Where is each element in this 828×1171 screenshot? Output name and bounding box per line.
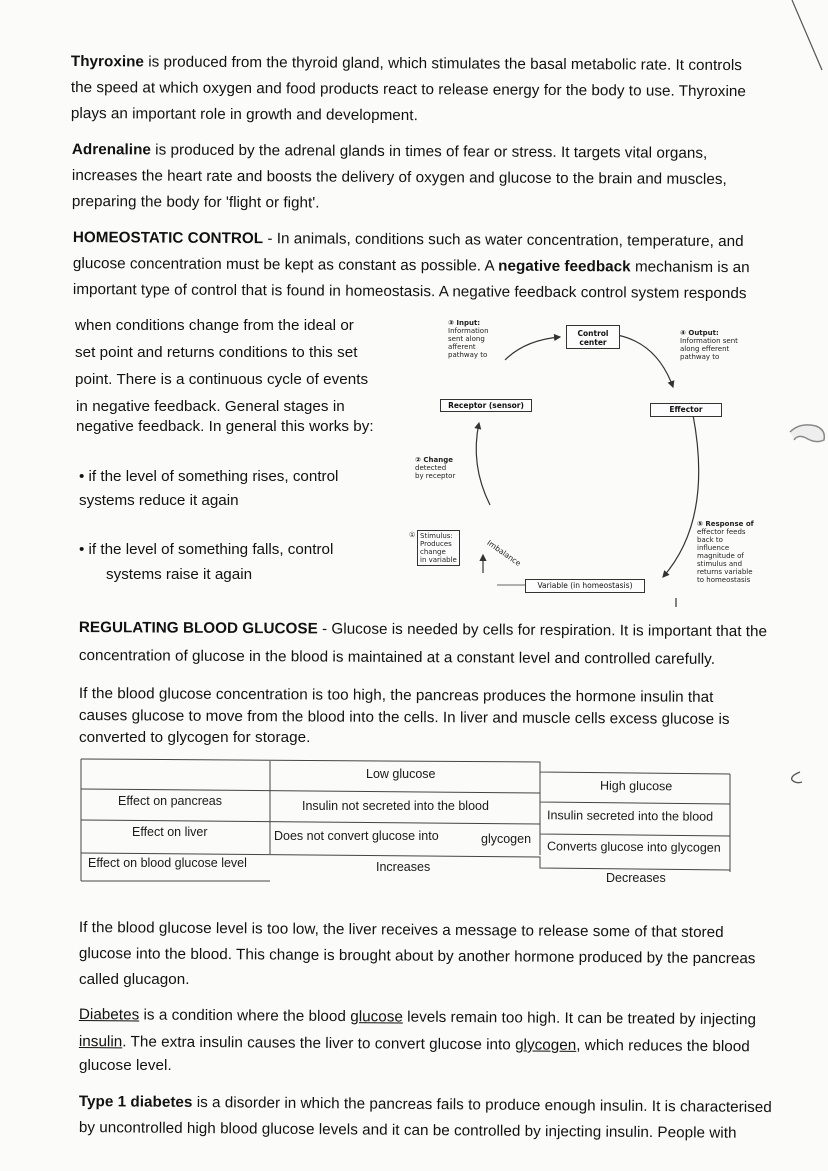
control-center-box: Control center bbox=[566, 325, 620, 349]
negative-feedback-term: negative feedback bbox=[498, 257, 631, 276]
variable-box: Variable (in homeostasis) bbox=[525, 579, 645, 593]
negative-feedback-diagram bbox=[395, 315, 795, 615]
change-label: ② Change detected by receptor bbox=[415, 456, 456, 480]
response-label: ⑤ Response of effector feeds back to influence magnitude of stimulus and returns variable to homeostasis bbox=[697, 520, 754, 584]
cell-pancreas-low: Insulin not secreted into the blood bbox=[302, 799, 489, 813]
header-low-glucose: Low glucose bbox=[366, 767, 436, 781]
cell-liver-low: Does not convert glucose into bbox=[274, 829, 439, 843]
glucose-heading: REGULATING BLOOD GLUCOSE bbox=[78, 618, 318, 638]
cell-pancreas-high: Insulin secreted into the blood bbox=[546, 808, 714, 824]
document-page: Thyroxine is produced from the thyroid gland, which stimulates the basal metabolic rate. It controls the speed at which oxygen and food products react to release energy for the body to use. Thyroxine plays an important role in growth and development. Adrenaline is produced by the adrenal glands in times of fear or stress. It targets vital organs, increases the heart rate and boosts the delivery of oxygen and glucose to the brain and muscles, preparing the body for 'flight or fight'. HOMEOSTATIC CONTROL - In animals, conditions such as water concentration, temperature, and glucose concentration must be kept as constant as possible. A negative feedback mechanism is an important type of control that is found in homeostasis. A negative feedback control system responds when conditions change from the ideal or set point and returns conditions to this set point. There is a continuous cycle of events in negative feedback. General stages in negative feedback. In general this works by: • if the level of something rises, control systems reduce it again • if the level of something falls, control systems raise it again ③ Input: Information sent along afferent pathway to Control center ④ Output: Information sent along efferent pathway to Receptor (sensor) Effector ② Change detected by receptor ① Stimulus: Produces change in variable Imbalance Variable (in homeostasis) ⑤ Response of effector feeds back to influence magnitude of stimulus and returns variable to homeostasis REGULATING BLOOD GLUCOSE - Glucose is needed by cells for respiration. It is important that the concentration of glucose in the blood is maintained at a constant level and controlled carefully. If the blood glucose concentration is too high, the pancreas produces the hormone insulin that causes glucose to move from the blood into the cells. In liver and muscle cells excess glucose is converted to glycogen for storage. Low glucose High glucose Effect on pancreas Insulin not secreted into the blood Insulin secreted into the blood Effect on liver Does not convert glucose into glycogen Converts glucose into glycogen Effect on blood glucose level Increases Decreases If the blood glucose level is too low, the liver receives a message to release some of that stored glucose into the blood. This change is brought about by another hormone produced by the pancreas called glucagon. Diabetes is a condition where the blood glucose levels remain too high. It can be treated by injecting insulin. The extra insulin causes the liver to convert glucose into glycogen, which reduces the blood glucose level. Type 1 diabetes is a disorder in which the pancreas fails to produce enough insulin. It is characterised by uncontrolled high blood glucose levels and it can be controlled by injecting insulin. People with bbox=[0, 0, 828, 1171]
imbalance-label: Imbalance bbox=[485, 538, 523, 568]
page-edge-mark bbox=[770, 0, 828, 80]
bullet-dot: • bbox=[79, 541, 89, 558]
glucose-effects-table bbox=[80, 758, 740, 883]
cell-blood-high: Decreases bbox=[606, 871, 666, 885]
cell-blood-low: Increases bbox=[376, 860, 431, 874]
arrow-effector-loop bbox=[663, 415, 699, 577]
cell-liver-low-cont: glycogen bbox=[481, 832, 532, 846]
row-label-liver: Effect on liver bbox=[132, 825, 208, 839]
cell-liver-high: Converts glucose into glycogen bbox=[546, 839, 721, 855]
thyroxine-term: Thyroxine bbox=[70, 52, 145, 71]
header-high-glucose: High glucose bbox=[599, 778, 673, 794]
stimulus-box: Stimulus: Produces change in variable bbox=[417, 530, 460, 566]
homeostatic-heading: HOMEOSTATIC CONTROL bbox=[72, 228, 264, 248]
bullet-dot: • bbox=[79, 468, 89, 485]
receptor-box: Receptor (sensor) bbox=[440, 399, 532, 412]
arrow-receptor-to-center bbox=[505, 337, 560, 360]
adrenaline-term: Adrenaline bbox=[71, 140, 151, 159]
input-label: ③ Input: Information sent along afferent pathway to bbox=[448, 319, 489, 359]
type1-term: Type 1 diabetes bbox=[78, 1092, 193, 1111]
binder-hook-mark bbox=[786, 770, 806, 786]
arrow-variable-to-receptor bbox=[476, 423, 490, 505]
binder-ring-mark bbox=[786, 418, 828, 448]
row-label-blood-glucose: Effect on blood glucose level bbox=[88, 856, 247, 870]
effector-box: Effector bbox=[650, 403, 722, 417]
output-label: ④ Output: Information sent along efferent pathway to bbox=[680, 329, 738, 361]
row-label-pancreas: Effect on pancreas bbox=[118, 794, 223, 808]
diabetes-term: Diabetes bbox=[78, 1005, 140, 1024]
stimulus-number: ① bbox=[409, 531, 416, 539]
arrow-center-to-effector bbox=[617, 335, 673, 387]
